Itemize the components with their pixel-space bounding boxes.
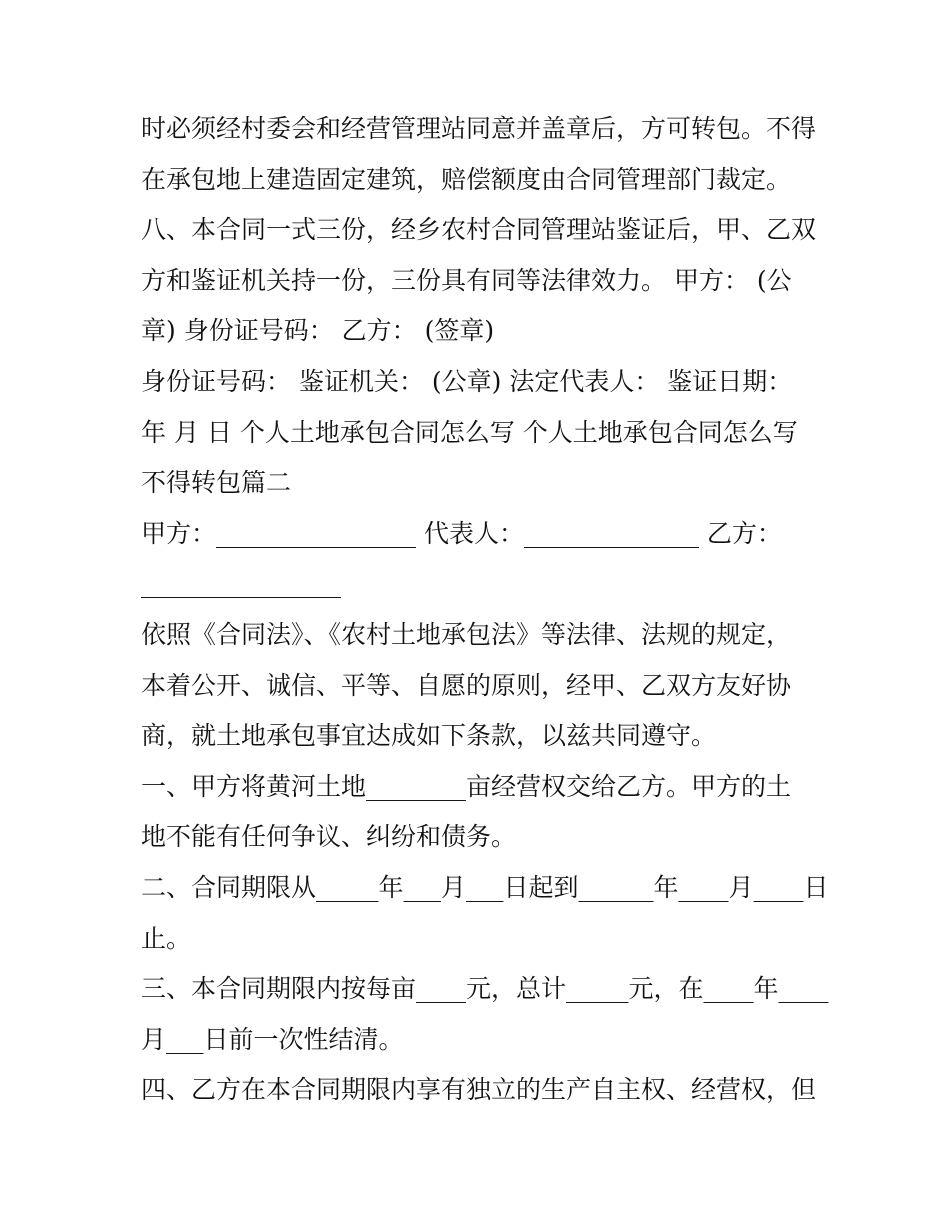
text-line: 商，就土地承包事宜达成如下条款，以兹共同遵守。	[141, 721, 717, 751]
text-line: 四、乙方在本合同期限内享有独立的生产自主权、经营权，但	[141, 1075, 817, 1105]
text-line: 止。	[141, 923, 192, 953]
text-line: 二、合同期限从_____年___月___日起到______年____月____日	[141, 872, 829, 902]
text-line: 月___日前一次性结清。	[141, 1024, 404, 1054]
text-line: 甲方：________________ 代表人：______________ 乙方：	[141, 518, 782, 548]
text-line: 身份证号码： 鉴证机关： (公章) 法定代表人： 鉴证日期：	[141, 366, 793, 396]
text-line: 八、本合同一式三份，经乡农村合同管理站鉴证后，甲、乙双	[141, 215, 817, 245]
text-line: 本着公开、诚信、平等、自愿的原则，经甲、乙双方友好协	[141, 670, 792, 700]
text-line: 章) 身份证号码： 乙方： (签章)	[141, 316, 495, 346]
text-line: 三、本合同期限内按每亩____元，总计_____元，在____年____	[141, 974, 829, 1004]
text-line: 不得转包篇二	[141, 468, 292, 498]
text-line: ________________	[141, 569, 341, 599]
text-line: 方和鉴证机关持一份，三份具有同等法律效力。 甲方： (公	[141, 265, 792, 295]
text-line: 依照《合同法》、《农村土地承包法》等法律、法规的规定，	[141, 619, 792, 649]
text-line: 时必须经村委会和经营管理站同意并盖章后，方可转包。不得	[141, 114, 817, 143]
text-line: 地不能有任何争议、纠纷和债务。	[141, 822, 517, 852]
contract-text	[141, 104, 829, 1116]
text-line: 年 月 日 个人土地承包合同怎么写 个人土地承包合同怎么写	[141, 417, 798, 447]
text-line: 一、甲方将黄河土地________亩经营权交给乙方。甲方的土	[141, 771, 792, 801]
text-line: 在承包地上建造固定建筑，赔偿额度由合同管理部门裁定。	[141, 164, 792, 194]
